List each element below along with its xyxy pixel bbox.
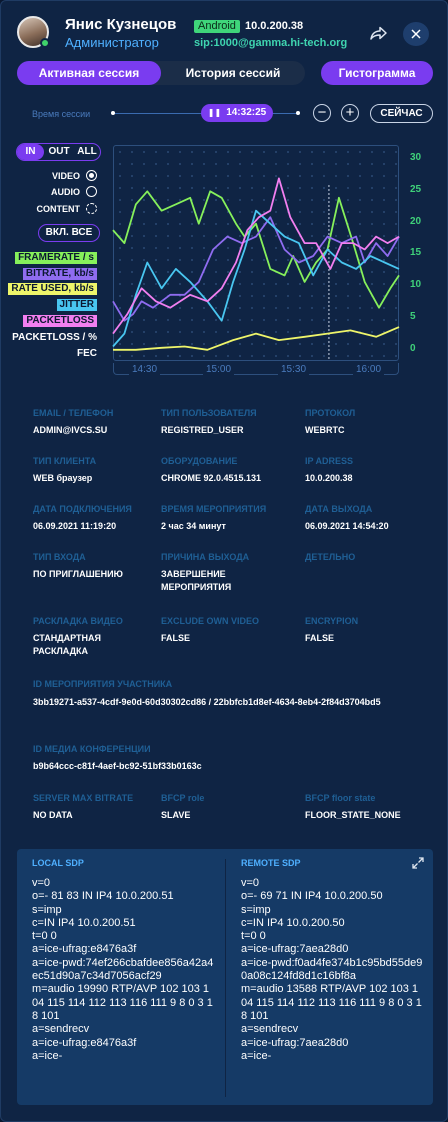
participant-ids-value: 3bb19271-a537-4cdf-9e0d-60d30302cd86 / 22bbfcb1d8ef-4634-8eb4-2f84d3704bd5 [33,697,381,707]
info-label: EMAIL / ТЕЛЕФОН [33,408,114,418]
avatar [17,16,49,48]
radio-empty-icon [86,186,97,197]
x-tick-label: 16:00 [353,364,384,375]
tab-session-history[interactable]: История сессий [185,66,281,80]
media-video-option[interactable] [52,170,97,181]
info-label: ВРЕМЯ МЕРОПРИЯТИЯ [161,504,267,514]
media-audio-option[interactable] [51,186,97,197]
media-conf-id-label: ID МЕДИА КОНФЕРЕНЦИИ [33,744,151,754]
media-content-label: CONTENT [36,203,80,214]
enable-all-button[interactable]: ВКЛ. ВСЕ [38,224,100,242]
bfcp-floor-state-label: BFCP floor state [305,793,376,803]
timeline-end-dot [296,111,300,115]
participant-ids-label: ID МЕРОПРИЯТИЯ УЧАСТНИКА [33,679,173,689]
sdp-panel [17,849,433,1105]
info-label: EXCLUDE OWN VIDEO [161,616,260,626]
info-value: 06.09.2021 14:54:20 [305,521,389,531]
y-tick-label: 0 [410,342,416,354]
media-conf-id-value: b9b64ccc-c81f-4aef-bc92-51bf33b0163c [33,761,202,771]
platform-badge: Android [194,20,240,33]
expand-icon[interactable] [412,857,424,869]
x-tick-label: 14:30 [129,364,160,375]
legend-jitter[interactable]: JITTER [57,299,97,311]
zoom-in-button[interactable]: + [341,104,359,122]
x-tick-label: 15:30 [278,364,309,375]
media-content-option[interactable] [37,203,98,214]
info-value: ADMIN@IVCS.SU [33,425,108,435]
y-tick-label: 25 [410,183,422,195]
info-label: ДАТА ПОДКЛЮЧЕНИЯ [33,504,132,514]
local-sdp-text: v=0 o=- 81 83 IN IP4 10.0.200.51 s=imp c=IN IP4 10.0.200.51 t=0 0 a=ice-ufrag:e8476a3f a=ice-pwd:74ef266cbafdee856a42a4ec51d90a7c34d7056acf29 m=audio 19990 RTP/AVP 102 103 104 115 114 112 113 116 111 9 8 0 3 18 101 a=sendrecv a=ice-ufrag:e8476a3f a=ice- [32,877,214,1062]
info-label: ENCRYPION [305,616,359,626]
sip-address: sip:1000@gamma.hi-tech.org [194,37,348,49]
legend-packetloss[interactable]: PACKETLOSS [23,315,97,327]
server-max-bitrate-value: NO DATA [33,810,73,820]
legend-rate-used[interactable]: RATE USED, kb/s [8,283,97,295]
y-tick-label: 10 [410,279,422,291]
direction-out[interactable]: OUT [48,146,70,157]
pause-icon: ❚❚ [207,108,222,117]
info-value: 10.0.200.38 [305,473,353,483]
info-value: 06.09.2021 11:19:20 [33,521,117,531]
info-value: REGISTRED_USER [161,425,244,435]
info-label: ОБОРУДОВАНИЕ [161,456,238,466]
bfcp-role-value: SLAVE [161,810,191,820]
info-label: ПРИЧИНА ВЫХОДА [161,552,250,562]
current-time: 14:32:25 [226,107,267,118]
series-line-rate-used-kb-s [113,327,399,350]
info-value: FALSE [305,633,335,643]
tab-active-session[interactable]: Активная сессия [17,61,161,85]
info-value: FALSE [161,633,191,643]
info-label: ДЕТЕЛЬНО [305,552,356,562]
direction-in[interactable]: IN [17,144,44,160]
remote-sdp-text: v=0 o=- 69 71 IN IP4 10.0.200.50 s=imp c=IN IP4 10.0.200.50 t=0 0 a=ice-ufrag:7aea28d0 a=ice-pwd:f0ad4fe374b1c95bd55de90a08c124fd8d1c16bf8a m=audio 13588 RTP/AVP 102 103 104 115 114 112 113 116 111 9 8 0 3 18 101 a=sendrecv a=ice-ufrag:7aea28d0 a=ice- [241,877,423,1062]
info-label: IP ADRESS [305,456,354,466]
direction-selector [16,143,101,161]
close-icon [411,29,421,39]
info-value: WEB браузер [33,473,93,483]
bfcp-floor-state-value: FLOOR_STATE_NONE [305,810,401,820]
remote-sdp-title: REMOTE SDP [241,858,301,868]
x-tick-label: 15:00 [203,364,234,375]
user-role: Администратор [65,35,159,50]
zoom-out-button[interactable]: − [313,104,331,122]
legend-bitrate[interactable]: BITRATE, kb/s [23,268,97,280]
info-value: СТАНДАРТНАЯ РАСКЛАДКА [33,633,101,656]
local-sdp-title: LOCAL SDP [32,858,84,868]
info-value: WEBRTC [305,425,345,435]
server-max-bitrate-label: SERVER MAX BITRATE [33,793,134,803]
metrics-chart [113,145,399,361]
legend-fec[interactable]: FEC [77,348,97,359]
media-audio-label: AUDIO [51,186,80,197]
bfcp-role-label: BFCP role [161,793,205,803]
share-icon[interactable] [368,23,388,43]
user-name: Янис Кузнецов [65,16,177,33]
direction-all[interactable]: ALL [77,146,97,157]
y-tick-label: 15 [410,247,422,259]
online-status-dot [40,38,50,48]
info-label: ДАТА ВЫХОДА [305,504,373,514]
session-tabs [17,61,305,85]
timeline-handle[interactable] [201,104,273,122]
info-value: CHROME 92.0.4515.131 [161,473,262,483]
y-tick-label: 20 [410,215,422,227]
histogram-button[interactable]: Гистограмма [321,61,433,85]
info-label: ТИП ПОЛЬЗОВАТЕЛЯ [161,408,257,418]
legend-framerate[interactable]: FRAMERATE / s [15,252,97,264]
info-label: РАСКЛАДКА ВИДЕО [33,616,123,626]
info-label: ТИП КЛИЕНТА [33,456,97,466]
timeline-label: Время сессии [32,109,91,119]
series-line-jitter [113,211,399,347]
timeline-start-dot [111,111,115,115]
sdp-divider [225,859,226,1097]
y-tick-label: 5 [410,311,416,322]
client-ip: 10.0.200.38 [245,20,304,32]
info-label: ПРОТОКОЛ [305,408,356,418]
now-button[interactable]: СЕЙЧАС [370,104,433,123]
legend-packetloss-percent[interactable]: PACKETLOSS / % [12,332,97,343]
radio-selected-icon [86,170,97,181]
radio-dashed-icon [86,203,97,214]
media-video-label: VIDEO [51,170,80,181]
info-value: ПО ПРИГЛАШЕНИЮ [33,569,123,579]
info-label: ТИП ВХОДА [33,552,86,562]
close-button[interactable] [403,22,429,46]
info-value: 2 час 34 минут [161,521,226,531]
series-line-framerate-s [113,191,399,307]
y-tick-label: 30 [410,152,422,163]
info-value: ЗАВЕРШЕНИЕ МЕРОПРИЯТИЯ [161,569,232,592]
